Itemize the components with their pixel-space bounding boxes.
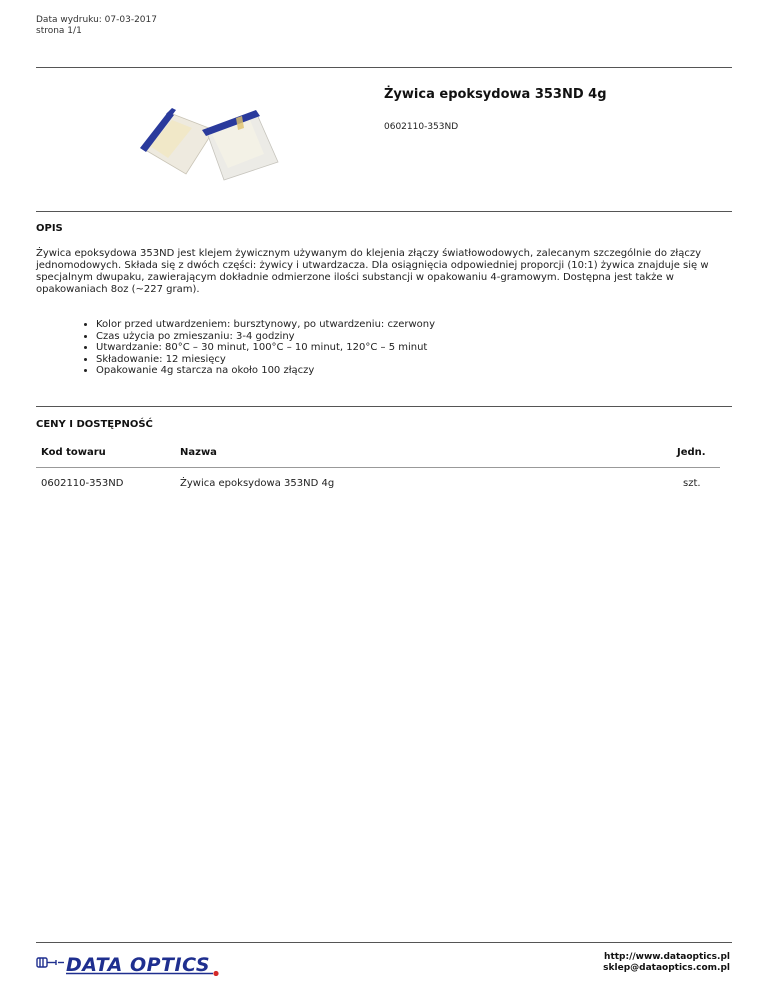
footer-rule [36, 942, 732, 943]
column-header-name: Nazwa [180, 447, 217, 458]
description-text: Żywica epoksydowa 353ND jest klejem żywicznym używanym do klejenia złączy światłowodowych, zalecanym szczególnie do złączy jednomodowych. Składa się z dwóch części: żywicy i utwardzacza. Dla osiągnięcia odpowiedniej proporcji (10:1) żywica znajduje się w specjalnym dwupaku, zawierającym dokładnie odmierzone ilości substancji w opakowaniu 4-gramowym. Dostępna jest także w opakowaniach 8oz (~227 gram). [36, 248, 709, 295]
list-item: • Utwardzanie: 80°C – 30 minut, 100°C – 10 minut, 120°C – 5 minut [96, 342, 435, 354]
list-item: • Składowanie: 12 miesięcy [96, 354, 435, 366]
website-link[interactable]: http://www.dataoptics.pl [604, 952, 730, 962]
logo-text: DATA OPTICS [66, 954, 211, 976]
print-meta [36, 15, 157, 37]
pricing-heading: CENY I DOSTĘPNOŚĆ [36, 419, 153, 430]
print-date: Data wydruku: 07-03-2017 [36, 15, 157, 25]
page-number: strona 1/1 [36, 26, 82, 36]
column-header-unit: Jedn. [677, 447, 706, 458]
list-item: • Opakowanie 4g starcza na około 100 złączy [96, 365, 435, 377]
list-item: • Czas użycia po zmieszaniu: 3-4 godziny [96, 331, 435, 343]
footer-contact [603, 952, 730, 974]
product-title: Żywica epoksydowa 353ND 4g [384, 87, 607, 102]
top-rule [36, 67, 732, 68]
feature-list [38, 319, 435, 377]
description-heading: OPIS [36, 223, 63, 234]
product-image [128, 88, 288, 194]
table-header-rule [36, 467, 720, 468]
cell-code: 0602110-353ND [41, 478, 124, 489]
column-header-code: Kod towaru [41, 447, 106, 458]
list-item: • Kolor przed utwardzeniem: bursztynowy, po utwardzeniu: czerwony [96, 319, 435, 331]
rule-description [36, 211, 732, 212]
data-optics-logo [34, 950, 224, 976]
cell-name: Żywica epoksydowa 353ND 4g [180, 478, 335, 489]
email-link[interactable]: sklep@dataoptics.com.pl [603, 963, 730, 973]
rule-pricing [36, 406, 732, 407]
cell-unit: szt. [683, 478, 701, 489]
product-code: 0602110-353ND [384, 122, 459, 132]
